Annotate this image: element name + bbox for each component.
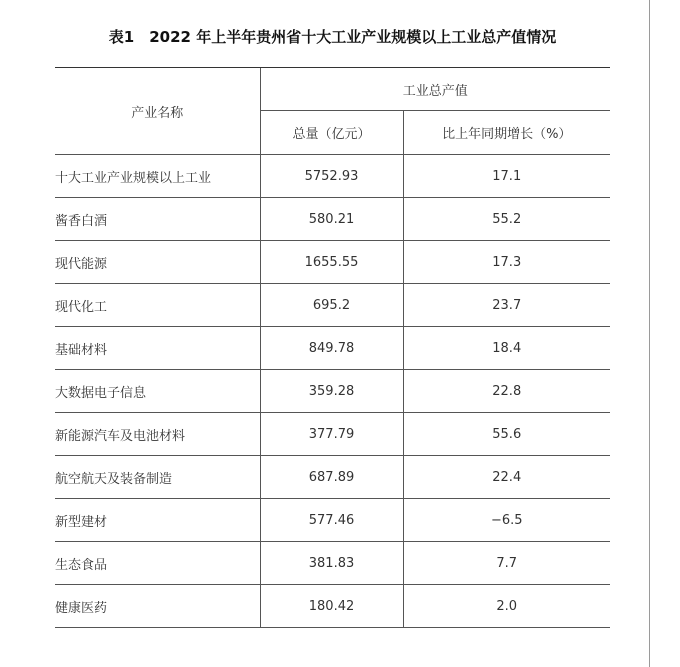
growth-value-cell: 22.8 [403,370,610,413]
table-row [55,413,610,456]
page-edge-rule [649,0,650,667]
total-value-cell: 1655.55 [260,241,403,284]
industry-name-cell: 现代能源 [55,241,260,284]
industry-name-cell: 健康医药 [55,585,260,628]
industry-name-cell: 现代化工 [55,284,260,327]
table-row [55,499,610,542]
header-growth: 比上年同期增长（%） [403,111,610,155]
industry-name-cell: 酱香白酒 [55,198,260,241]
total-value-cell: 381.83 [260,542,403,585]
industry-name-cell: 基础材料 [55,327,260,370]
total-value-cell: 377.79 [260,413,403,456]
table-row [55,456,610,499]
total-value-cell: 359.28 [260,370,403,413]
total-value-cell: 5752.93 [260,155,403,198]
industry-name-cell: 新能源汽车及电池材料 [55,413,260,456]
growth-value-cell: 22.4 [403,456,610,499]
industry-name-cell: 十大工业产业规模以上工业 [55,155,260,198]
total-value-cell: 687.89 [260,456,403,499]
industry-name-cell: 生态食品 [55,542,260,585]
total-value-cell: 580.21 [260,198,403,241]
header-total: 总量（亿元） [260,111,403,155]
header-industry-name: 产业名称 [55,68,260,155]
growth-value-cell: 18.4 [403,327,610,370]
growth-value-cell: 23.7 [403,284,610,327]
table-title: 表1 2022 年上半年贵州省十大工业产业规模以上工业总产值情况 [108,28,557,46]
growth-value-cell: 55.6 [403,413,610,456]
total-value-cell: 180.42 [260,585,403,628]
total-value-cell: 849.78 [260,327,403,370]
table-row [55,327,610,370]
table-row [55,198,610,241]
table-row [55,585,610,628]
table-row [55,155,610,198]
growth-value-cell: 17.3 [403,241,610,284]
industry-output-table [55,67,610,628]
industry-name-cell: 航空航天及装备制造 [55,456,260,499]
industry-name-cell: 新型建材 [55,499,260,542]
industry-name-cell: 大数据电子信息 [55,370,260,413]
growth-value-cell: −6.5 [403,499,610,542]
table-body [55,155,610,628]
growth-value-cell: 17.1 [403,155,610,198]
table-row [55,542,610,585]
growth-value-cell: 55.2 [403,198,610,241]
table-row [55,284,610,327]
header-output-group: 工业总产值 [260,68,610,111]
table-row [55,370,610,413]
total-value-cell: 695.2 [260,284,403,327]
total-value-cell: 577.46 [260,499,403,542]
growth-value-cell: 7.7 [403,542,610,585]
growth-value-cell: 2.0 [403,585,610,628]
table-row [55,241,610,284]
